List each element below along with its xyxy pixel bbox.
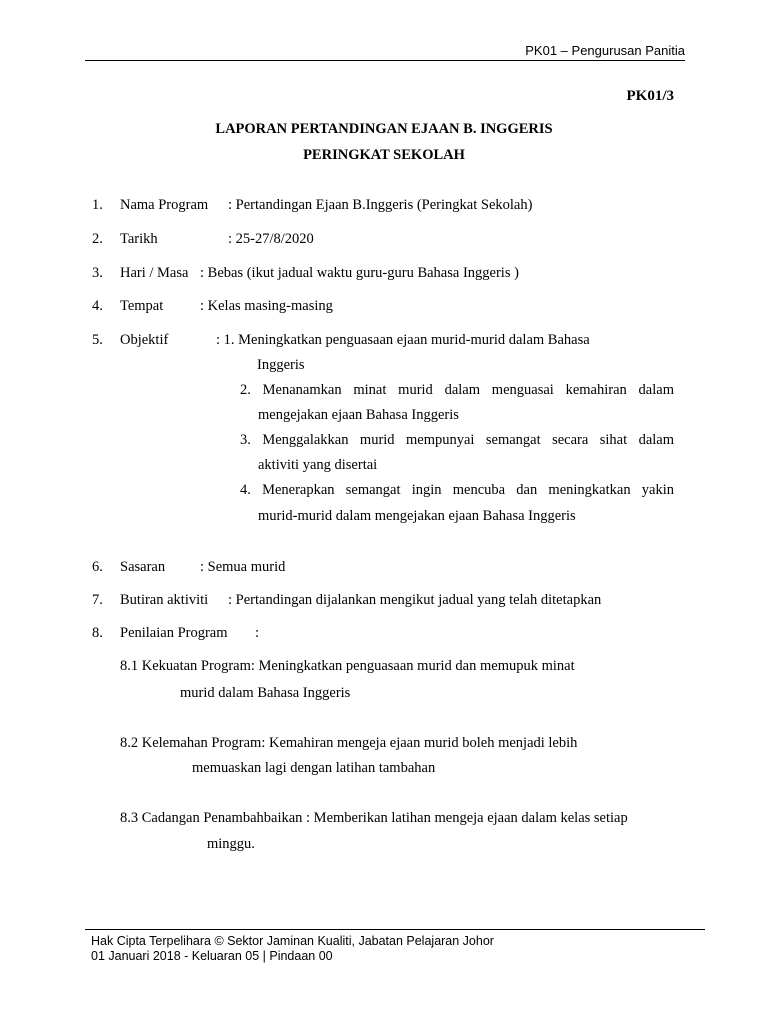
item-label: Tempat [120, 298, 164, 314]
header-code: PK01 – Pengurusan Panitia [525, 43, 685, 58]
item-label: Penilaian Program [120, 625, 228, 641]
assessment-strength: 8.1 Kekuatan Program: Meningkatkan penguasaan murid dan memupuk minat [120, 658, 575, 674]
item-number: 8. [92, 625, 103, 641]
item-number: 7. [92, 592, 103, 608]
item-value: : Bebas (ikut jadual waktu guru-guru Bahasa Inggeris ) [200, 265, 519, 281]
item-value: : Pertandingan dijalankan mengikut jadual yang telah ditetapkan [228, 592, 602, 608]
footer-rule [85, 929, 705, 930]
item-number: 3. [92, 265, 103, 281]
item-value: : [255, 625, 260, 641]
footer-copyright: Hak Cipta Terpelihara © Sektor Jaminan Kualiti, Jabatan Pelajaran Johor [91, 934, 494, 948]
item-number: 5. [92, 332, 103, 348]
item-number: 6. [92, 559, 103, 575]
document-code: PK01/3 [626, 88, 674, 104]
item-label: Butiran aktiviti [120, 592, 209, 608]
page-subtitle: PERINGKAT SEKOLAH [303, 147, 465, 163]
page-title: LAPORAN PERTANDINGAN EJAAN B. INGGERIS [215, 121, 553, 137]
item-label: Tarikh [120, 231, 158, 247]
objective-4-continuation: murid-murid dalam mengejakan ejaan Bahasa Inggeris [258, 508, 576, 524]
objective-4-line: 4. Menerapkan semangat ingin mencuba dan meningkatkan yakin [240, 482, 674, 498]
item-label: Nama Program [120, 197, 209, 213]
item-number: 4. [92, 298, 103, 314]
header-rule [85, 60, 685, 61]
item-label: Hari / Masa [120, 265, 189, 281]
assessment-improvement: 8.3 Cadangan Penambahbaikan : Memberikan latihan mengeja ejaan dalam kelas setiap [120, 810, 628, 826]
objective-3-continuation: aktiviti yang disertai [258, 457, 378, 473]
item-label: Objektif [120, 332, 169, 348]
footer-revision: 01 Januari 2018 - Keluaran 05 | Pindaan 00 [91, 949, 333, 963]
item-number: 2. [92, 231, 103, 247]
item-label: Sasaran [120, 559, 166, 575]
objective-2-continuation: mengejakan ejaan Bahasa Inggeris [258, 407, 459, 423]
assessment-strength-continuation: murid dalam Bahasa Inggeris [180, 685, 351, 701]
objective-2-line: 2. Menanamkan minat murid dalam menguasai kemahiran dalam [240, 382, 674, 398]
item-value: : 1. Meningkatkan penguasaan ejaan murid-murid dalam Bahasa [216, 332, 590, 348]
assessment-improvement-continuation: minggu. [207, 836, 255, 852]
objective-1-continuation: Inggeris [257, 357, 305, 373]
assessment-weakness-continuation: memuaskan lagi dengan latihan tambahan [192, 760, 436, 776]
item-value: : Kelas masing-masing [200, 298, 333, 314]
item-value: : Semua murid [200, 559, 286, 575]
item-value: : Pertandingan Ejaan B.Inggeris (Peringkat Sekolah) [228, 197, 533, 213]
assessment-weakness: 8.2 Kelemahan Program: Kemahiran mengeja ejaan murid boleh menjadi lebih [120, 735, 578, 751]
item-number: 1. [92, 197, 103, 213]
objective-3-line: 3. Menggalakkan murid mempunyai semangat secara sihat dalam [240, 432, 674, 448]
item-value: : 25-27/8/2020 [228, 231, 314, 247]
